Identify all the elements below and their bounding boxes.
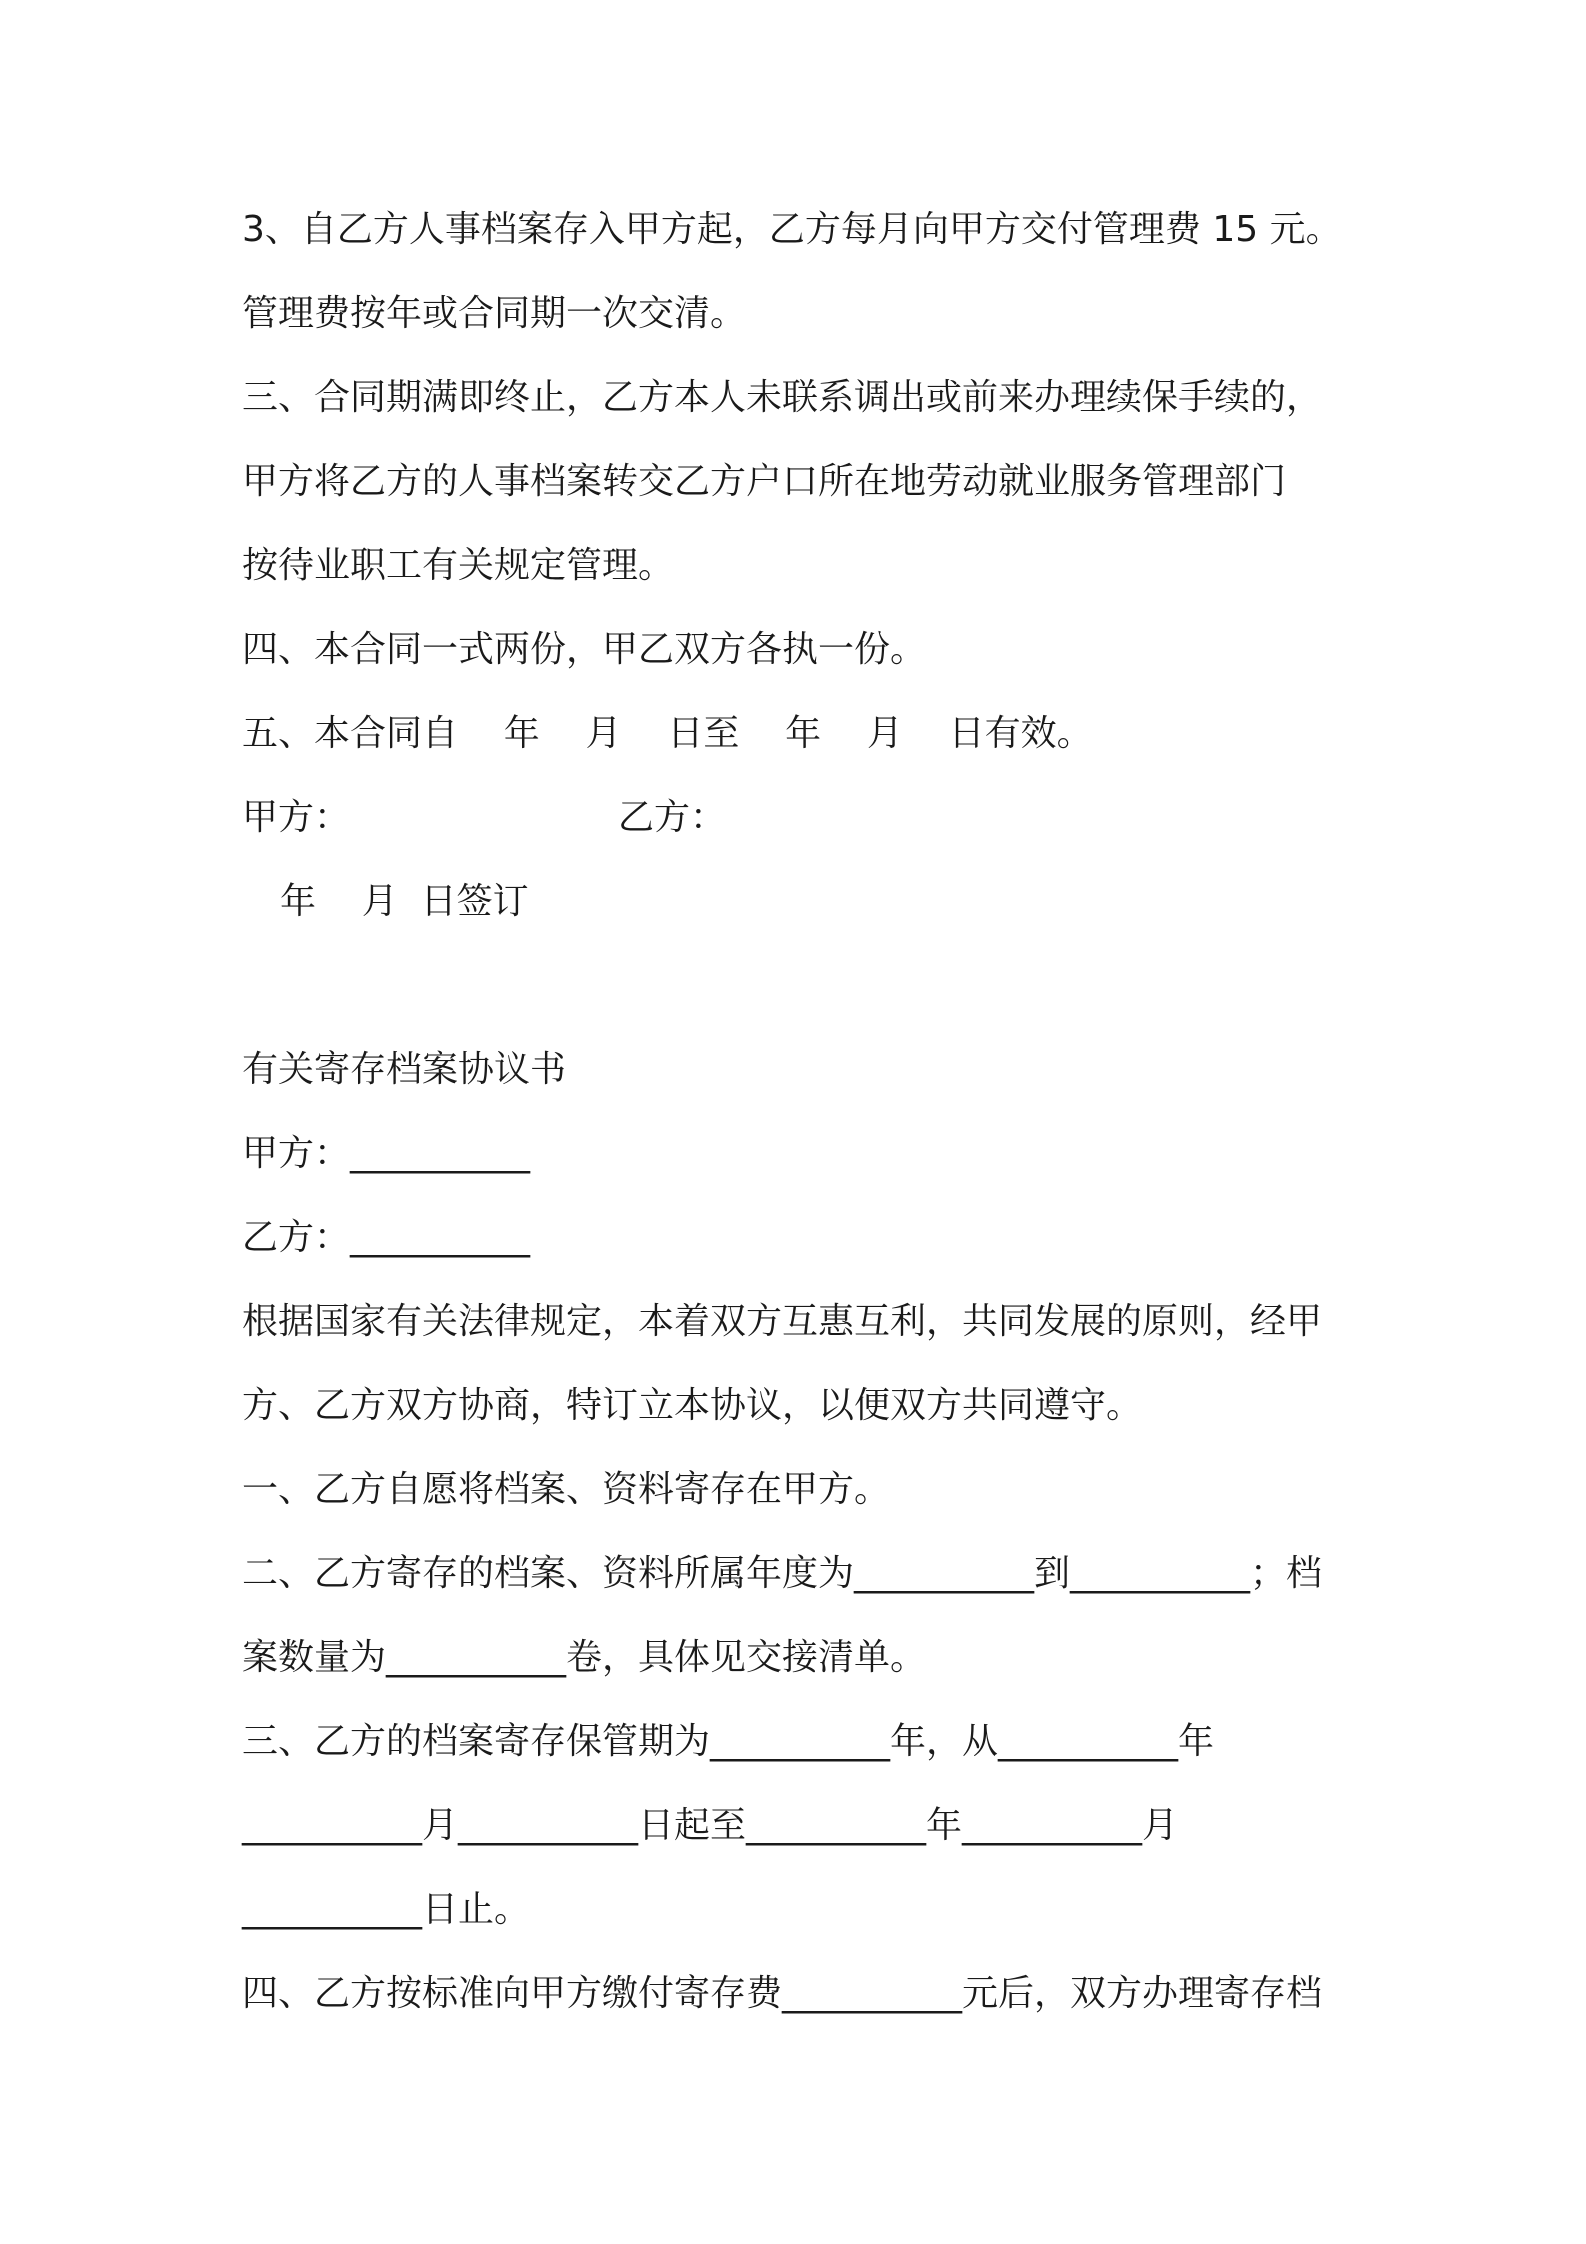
- clause-3-fee: 3、自乙方人事档案存入甲方起，乙方每月向甲方交付管理费 15 元。: [242, 209, 1342, 250]
- party-a-field: 甲方：__________: [242, 1133, 531, 1174]
- party-b-field: 乙方：__________: [242, 1217, 531, 1258]
- preamble-cont: 方、乙方双方协商，特订立本协议，以便双方共同遵守。: [242, 1385, 1143, 1426]
- article-4-copies: 四、本合同一式两份，甲乙双方各执一份。: [242, 629, 927, 670]
- agreement-title: 有关寄存档案协议书: [242, 1049, 567, 1090]
- article-4-fee: 四、乙方按标准向甲方缴付寄存费__________元后，双方办理寄存档: [242, 1973, 1323, 2014]
- sign-date: 年 月 日签订: [280, 881, 529, 922]
- party-b-label: 乙方：: [618, 797, 727, 838]
- article-3-expiry-end: 按待业职工有关规定管理。: [242, 545, 675, 586]
- article-3-expiry: 三、合同期满即终止，乙方本人未联系调出或前来办理续保手续的，: [242, 377, 1323, 418]
- article-2-cont: 案数量为__________卷，具体见交接清单。: [242, 1637, 927, 1678]
- clause-3-fee-cont: 管理费按年或合同期一次交清。: [242, 293, 747, 334]
- article-5-validity: 五、本合同自 年 月 日至 年 月 日有效。: [242, 713, 1093, 754]
- article-1: 一、乙方自愿将档案、资料寄存在甲方。: [242, 1469, 891, 1510]
- article-3-period-cont: __________月__________日起至__________年__________月: [242, 1805, 1179, 1846]
- preamble: 根据国家有关法律规定，本着双方互惠互利，共同发展的原则，经甲: [242, 1301, 1323, 1342]
- article-3-expiry-cont: 甲方将乙方的人事档案转交乙方户口所在地劳动就业服务管理部门: [242, 461, 1287, 502]
- article-3-period-end: __________日止。: [242, 1889, 531, 1930]
- article-3-period: 三、乙方的档案寄存保管期为__________年，从__________年: [242, 1721, 1215, 1762]
- article-2: 二、乙方寄存的档案、资料所属年度为__________到__________；档: [242, 1553, 1323, 1594]
- party-a-label: 甲方：: [242, 797, 351, 838]
